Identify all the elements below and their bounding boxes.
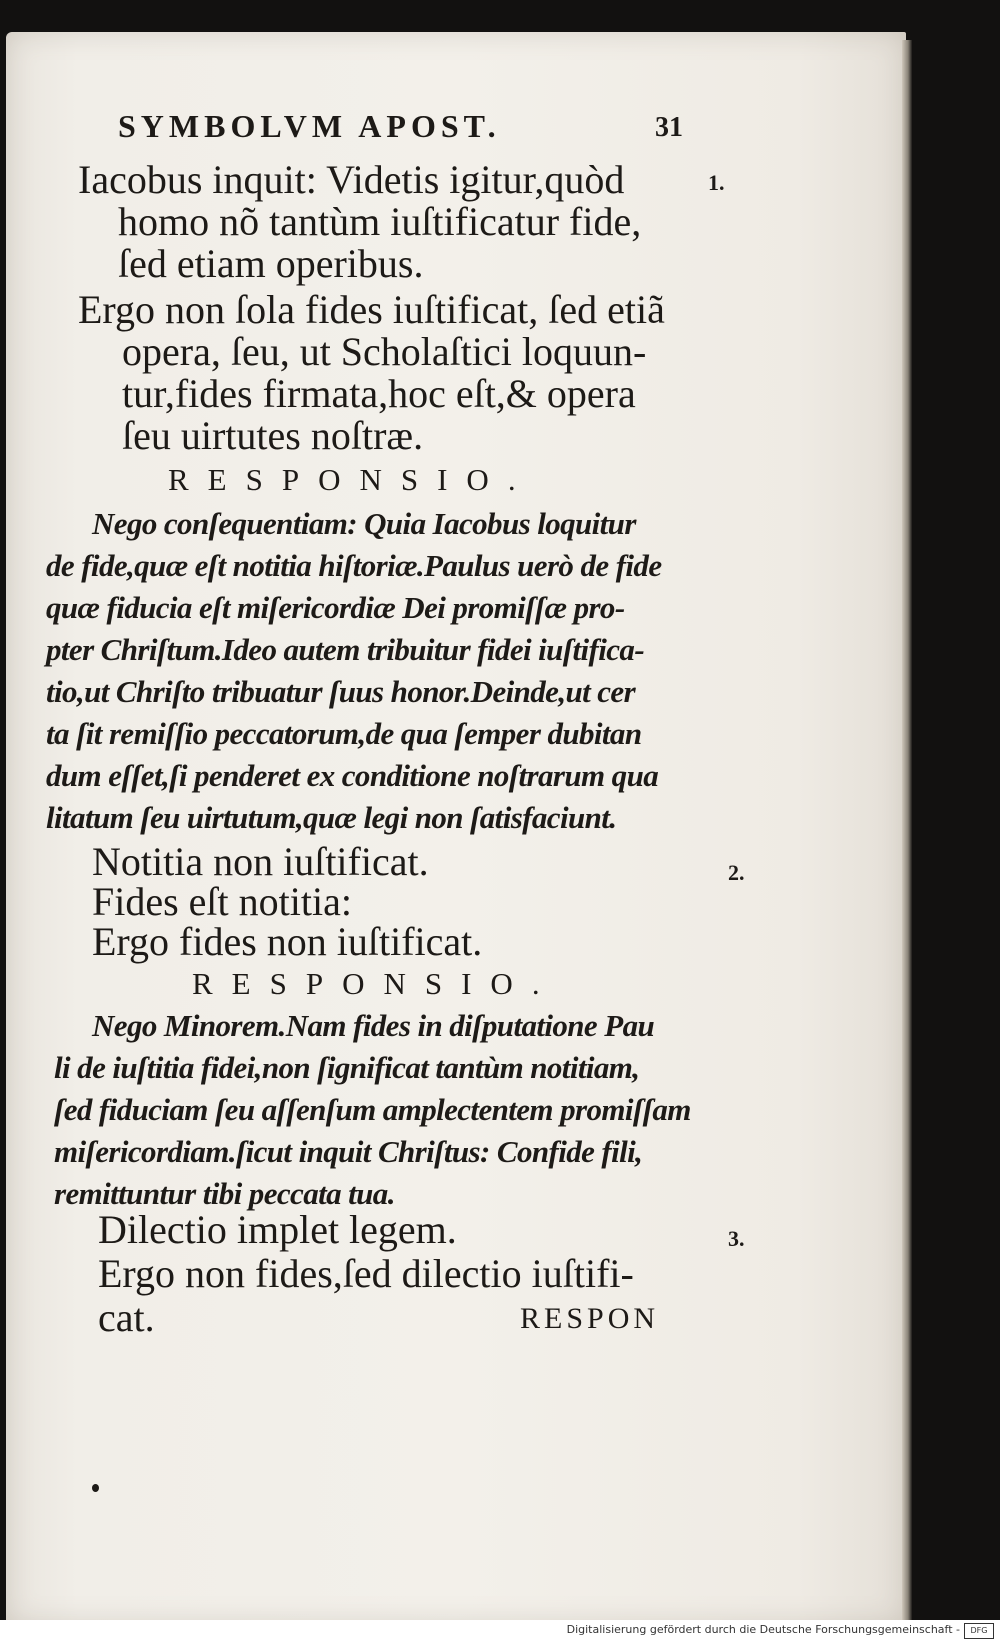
italic-line: Nego conſequentiam: Quia Iacobus loquitur [92,506,636,541]
text-line: ſed etiam operibus. [118,241,424,286]
italic-line: li de iuſtitia fidei,non ſignificat tantùm notitiam, [54,1050,640,1085]
text-line: homo nõ tantùm iuſtificatur fide, [118,199,642,244]
margin-note: 2. [728,860,745,885]
running-head: SYMBOLVM APOST. [118,108,501,144]
margin-note: 1. [708,170,725,195]
italic-line: quæ fiducia eſt miſericordiæ Dei promiſſæ pro- [46,590,625,625]
text-line: Notitia non iuſtificat. [92,839,429,884]
italic-line: pter Chriſtum.Ideo autem tribuitur fidei iuſtifica- [46,632,645,667]
italic-line: dum eſſet,ſi penderet ex conditione noſtrarum qua [46,758,659,793]
italic-line: tio,ut Chriſto tribuatur ſuus honor.Deinde,ut cer [46,674,636,709]
text-line: Fides eſt notitia: [92,879,352,924]
page-edge [902,40,912,1620]
text-line: tur,fides firmata,hoc eſt,& opera [122,371,636,416]
text-line: Iacobus inquit: Videtis igitur,quòd [78,157,625,202]
text-line: cat. [98,1295,155,1340]
italic-line: ſed fiduciam ſeu aſſenſum amplectentem promiſſam [54,1092,691,1127]
italic-line: de fide,quæ eſt notitia hiſtoriæ.Paulus uerò de fide [46,548,662,583]
footer-credit: Digitalisierung gefördert durch die Deutsche Forschungsgemeinschaft - [566,1623,960,1636]
text-line: ſeu uirtutes noſtræ. [122,413,424,458]
ink-dot [92,1484,99,1492]
text-line: opera, ſeu, ut Scholaſtici loquun- [122,329,647,374]
page-number: 31 [655,112,683,143]
catchword: RESPON [520,1302,660,1335]
responsio-heading: RESPONSIO. [168,462,535,497]
italic-line: miſericordiam.ſicut inquit Chriſtus: Confide fili, [54,1134,643,1169]
italic-line: Nego Minorem.Nam fides in diſputatione Pau [92,1008,655,1043]
italic-line: ta ſit remiſſio peccatorum,de qua ſemper dubitan [46,716,642,751]
responsio-heading: RESPONSIO. [192,966,559,1001]
footer-bar [0,1620,1000,1641]
italic-line: remittuntur tibi peccata tua. [54,1176,395,1211]
text-line: Dilectio implet legem. [98,1207,457,1252]
margin-note: 3. [728,1226,745,1251]
italic-line: litatum ſeu uirtutum,quæ legi non ſatisfaciunt. [46,800,617,835]
text-line: Ergo fides non iuſtificat. [92,919,483,964]
dfg-logo-icon: DFG [964,1623,994,1639]
text-line: Ergo non fides,ſed dilectio iuſtifi- [98,1251,634,1296]
text-line: Ergo non ſola fides iuſtificat, ſed etiã [78,287,665,332]
